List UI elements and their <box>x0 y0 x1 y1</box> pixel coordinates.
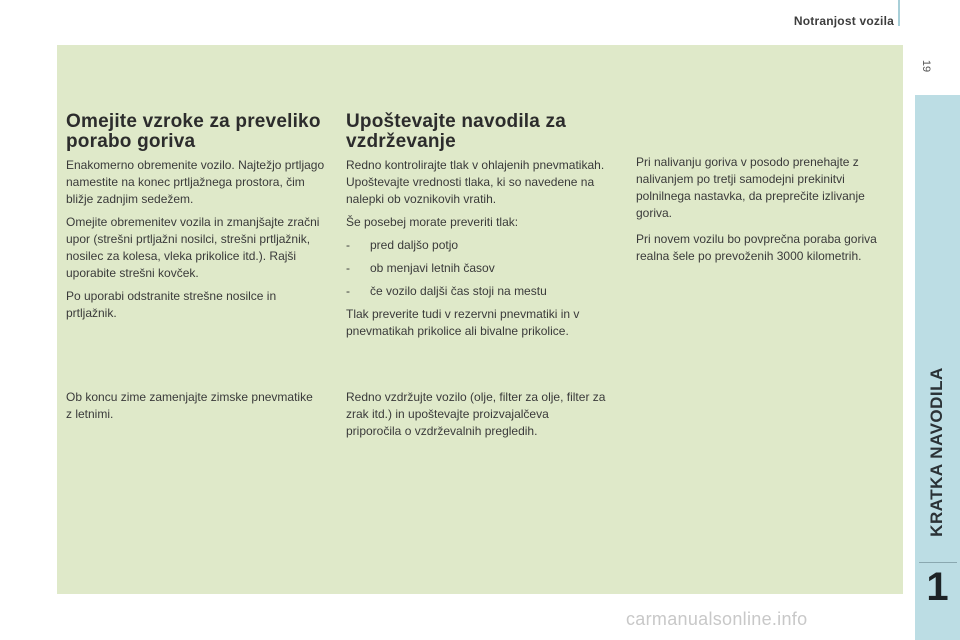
list-item: - ob menjavi letnih časov <box>346 260 622 277</box>
paragraph: Še posebej morate preveriti tlak: <box>346 215 519 229</box>
fuel-consumption-heading: Omejite vzroke za preveliko porabo goriva <box>66 111 321 152</box>
chapter-tab-label: KRATKA NAVODILA <box>927 367 946 537</box>
refuelling-column <box>636 154 898 271</box>
maintenance-column <box>346 112 622 346</box>
maintenance-heading: Upoštevajte navodila za vzdrževanje <box>346 111 567 152</box>
header-title: Notranjost vozila <box>793 14 894 28</box>
paragraph: Pri novem vozilu bo povprečna poraba goriva realna šele po prevoženih 3000 kilometrih. <box>636 232 877 263</box>
chapter-number: 1 <box>926 565 949 609</box>
paragraph: Po uporabi odstranite strešne nosilce in prtljažnik. <box>66 289 277 320</box>
paragraph: Pri nalivanju goriva v posodo prenehajte z nalivanjem po tretji samodejni prekinitvi polnilnega nastavka, da preprečite izlivanje goriva. <box>636 155 865 220</box>
paragraph: Ob koncu zime zamenjajte zimske pnevmatike z letnimi. <box>66 390 313 421</box>
fuel-consumption-column <box>66 112 328 328</box>
paragraph: Redno kontrolirajte tlak v ohlajenih pnevmatikah. Upoštevajte vrednosti tlaka, ki so navedene na nalepki ob voznikovih vratih. <box>346 158 605 206</box>
paragraph: Omejite obremenitev vozila in zmanjšajte zračni upor (strešni prtljažni nosilci, strešni prtljažnik, nosilec za kolesa, vleka prikolice itd.). Rajši uporabite strešni kovček. <box>66 215 320 280</box>
paragraph: Enakomerno obremenite vozilo. Najtežjo prtljago namestite na konec prtljažnega prostora, čim bližje zadnjim sedežem. <box>66 158 325 206</box>
servicing-note <box>346 389 606 446</box>
page-number: 19 <box>920 59 932 73</box>
chapter-tab-divider <box>919 562 957 563</box>
paragraph: Redno vzdržujte vozilo (olje, filter za olje, filter za zrak itd.) in upoštevajte proizvajalčeva priporočila o vzdrževalnih pregledih. <box>346 390 606 438</box>
list-item: - če vozilo daljši čas stoji na mestu <box>346 283 622 300</box>
header-divider <box>898 0 900 26</box>
tyre-pressure-checklist <box>346 237 622 300</box>
watermark: carmanualsonline.info <box>626 609 808 629</box>
list-item: - pred daljšo potjo <box>346 237 622 254</box>
winter-tyres-note <box>66 389 316 429</box>
paragraph: Tlak preverite tudi v rezervni pnevmatiki in v pnevmatikah prikolice ali bivalne prikolice. <box>346 307 580 338</box>
